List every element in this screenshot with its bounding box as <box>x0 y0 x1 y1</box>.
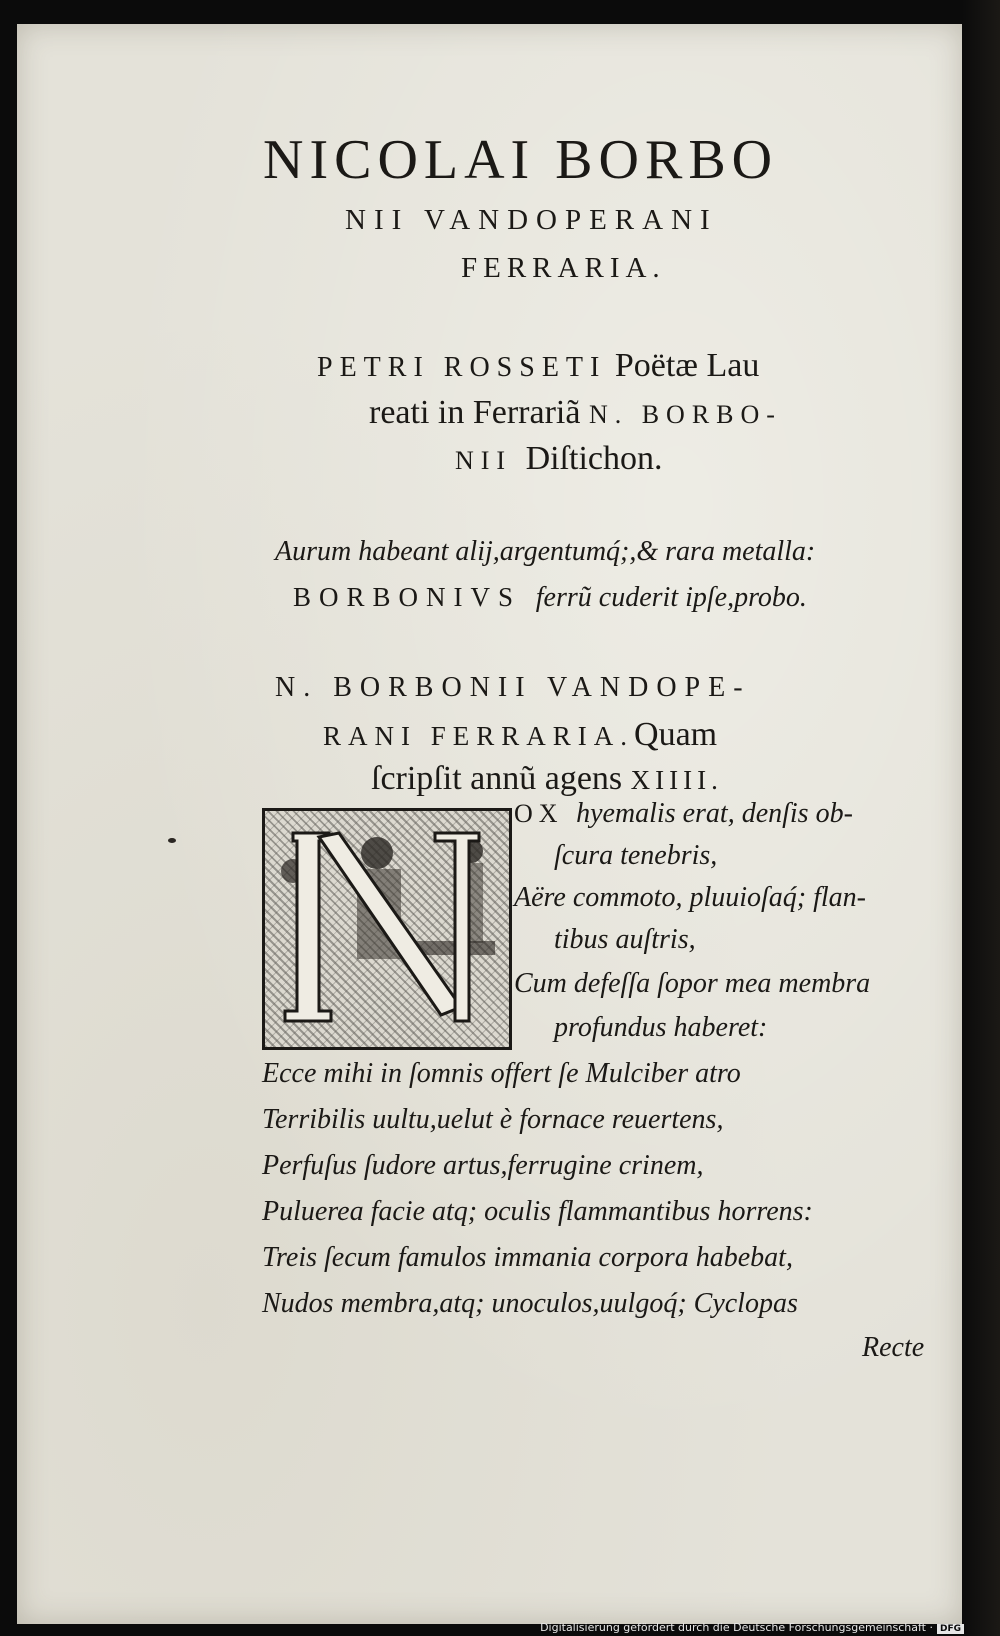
poem-line-2: ſcura tenebris, <box>554 840 718 871</box>
woodcut-illustration <box>265 811 509 1047</box>
poem-caps: OX <box>514 799 577 828</box>
heading-b-line-2 <box>323 718 717 752</box>
poem-line-8: Terribilis uultu,uelut è fornace reuertens, <box>262 1104 724 1135</box>
heading-a-text: reati in Ferrariã <box>369 394 589 431</box>
poem-line-6: profundus haberet: <box>554 1012 768 1043</box>
heading-b-line-1: N. BORBONII VANDOPE- <box>275 672 751 703</box>
distich-caps: BORBONIVS <box>293 582 536 612</box>
title-line-3: FERRARIA. <box>461 252 666 284</box>
heading-a-caps: PETRI ROSSETI <box>317 352 607 383</box>
heading-a-line-2 <box>369 396 782 430</box>
drop-cap-letter: N <box>383 953 391 964</box>
ink-speck <box>168 838 176 843</box>
credit-text: Digitalisierung gefördert durch die Deutsche Forschungsgemeinschaft · <box>540 1621 933 1634</box>
heading-a-line-1 <box>317 349 759 383</box>
catchword: Recte <box>862 1332 925 1363</box>
page-edge-shadow <box>962 0 1000 1636</box>
poem-line-12: Nudos membra,atq; unoculos,uulgoq́; Cyclopas <box>262 1288 798 1319</box>
poem-line-9: Perfuſus ſudore artus,ferrugine crinem, <box>262 1150 704 1181</box>
poem-line-7: Ecce mihi in ſomnis offert ſe Mulciber atro <box>262 1058 741 1089</box>
heading-b-text: Quam <box>634 716 718 753</box>
heading-a-text: Diſtichon. <box>525 440 663 477</box>
poem-line-10: Puluerea facie atq; oculis flammantibus horrens: <box>262 1196 813 1227</box>
poem-text: hyemalis erat, denſis ob- <box>576 798 853 829</box>
poem-line-11: Treis ſecum famulos immania corpora habebat, <box>262 1242 793 1273</box>
title-line-2: NII VANDOPERANI <box>345 204 718 236</box>
heading-a-line-3 <box>455 442 663 476</box>
title-line-1: NICOLAI BORBO <box>263 129 779 191</box>
heading-b-caps: RANI FERRARIA. <box>323 721 635 751</box>
dfg-logo: DFG <box>937 1624 964 1634</box>
poem-line-3: Aëre commoto, pluuioſaq́; flan- <box>514 882 867 913</box>
poem-line-4: tibus auſtris, <box>554 924 696 955</box>
heading-a-caps: NII <box>455 446 526 475</box>
distich-line-1: Aurum habeant alij,argentumq́;,& rara metalla: <box>275 536 816 567</box>
woodcut-initial <box>262 808 512 1050</box>
poem-line-5: Cum defeſſa ſopor mea membra <box>514 968 871 999</box>
heading-a-text: Poëtæ Lau <box>606 347 760 384</box>
heading-b-line-3 <box>371 762 723 796</box>
distich-text: ferrũ cuderit ipſe,probo. <box>535 582 807 613</box>
distich-line-2 <box>293 584 807 612</box>
digitization-credit <box>540 1621 964 1634</box>
poem-line-1 <box>514 800 853 828</box>
heading-b-caps: XIIII. <box>630 765 723 795</box>
heading-a-caps: N. BORBO- <box>588 400 782 429</box>
heading-b-text: ſcripſit annũ agens <box>371 760 631 797</box>
